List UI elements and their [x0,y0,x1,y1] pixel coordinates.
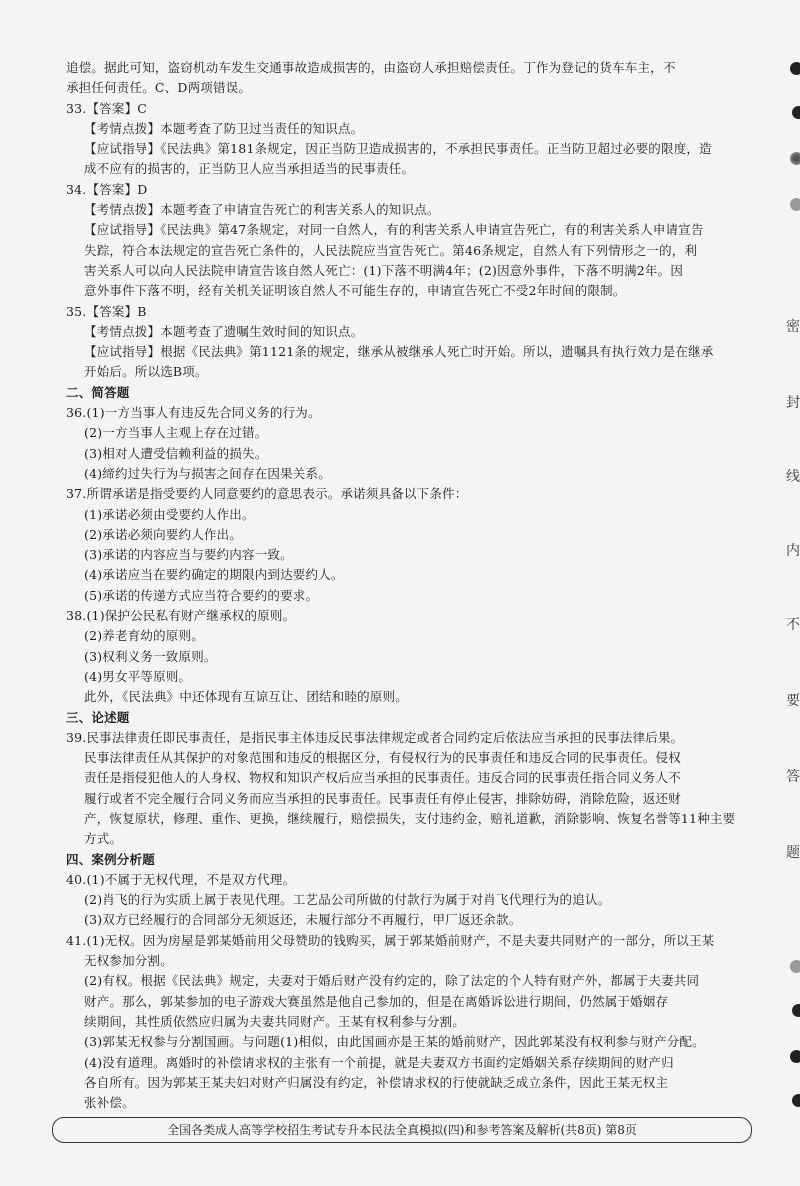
text-line: 【应试指导】《民法典》第47条规定，对同一自然人，有的利害关系人申请宣告死亡，有的利害关系人申请宣告 [84,222,704,238]
text-line: 39.民事法律责任即民事责任，是指民事主体违反民事法律规定或者合同约定后依法应当承担的民事法律后果。 [66,729,684,745]
text-line: (4)没有道理。离婚时的补偿请求权的主张有一个前提，就是夫妻双方书面约定婚姻关系存续期间的财产归 [84,1054,674,1070]
binding-hole-dot [790,1050,800,1063]
text-line: (3)相对人遭受信赖利益的损失。 [84,445,268,461]
text-line: 成不应有的损害的，正当防卫人应当承担适当的民事责任。 [84,161,415,177]
section-heading: 三、论述题 [66,709,130,725]
text-line: 承担任何责任。C、D两项错误。 [66,80,252,96]
text-line: (4)男女平等原则。 [84,668,192,684]
text-line: 失踪，符合本法规定的宣告死亡条件的，人民法院应当宣告死亡。第46条规定，自然人有下列情形之一的，利 [84,242,698,258]
binding-hole-dot [792,1004,800,1017]
text-line: 履行或者不完全履行合同义务而应当承担的民事责任。民事责任有停止侵害，排除妨碍，消除危险，返还财 [84,790,681,806]
binding-hole-dot [790,62,800,75]
text-line: 开始后。所以选B项。 [84,364,208,380]
text-line: (3)双方已经履行的合同部分无须返还，未履行部分不再履行，甲厂返还余款。 [84,912,522,928]
text-line: 【应试指导】《民法典》第181条规定，因正当防卫造成损害的，不承担民事责任。正当防卫超过必要的限度，造 [84,141,712,157]
seal-line-char: 密 [786,319,800,335]
text-line: 方式。 [84,831,123,847]
text-line: 害关系人可以向人民法院申请宣告该自然人死亡：(1)下落不明满4年；(2)因意外事件，下落不明满2年。因 [84,262,684,278]
text-line: 38.(1)保护公民私有财产继承权的原则。 [66,608,296,624]
seal-line-char: 封 [786,395,800,411]
text-line: (2)养老育幼的原则。 [84,628,204,644]
text-line: (2)肖飞的行为实质上属于表见代理。工艺品公司所做的付款行为属于对肖飞代理行为的追认。 [84,892,611,908]
seal-line-char: 线 [786,469,800,485]
text-line: 无权参加分割。 [84,953,173,969]
text-line: (2)承诺必须向要约人作出。 [84,526,243,542]
text-line: (4)承诺应当在要约确定的期限内到达要约人。 [84,567,344,583]
text-line: (3)郭某无权参与分割国画。与问题(1)相似，由此国画亦是王某的婚前财产，因此郭某没有权利参与财产分配。 [84,1034,705,1050]
text-line: 35.【答案】B [66,303,147,319]
binding-hole-dot [790,152,800,165]
text-line: 续期间，其性质依然应归属为夫妻共同财产。王某有权利参与分割。 [84,1013,466,1029]
text-line: 意外事件下落不明，经有关机关证明该自然人不可能生存的，申请宣告死亡不受2年时间的限制。 [84,283,626,299]
seal-line-char: 要 [786,693,800,709]
text-line: 民事法律责任从其保护的对象范围和违反的根据区分，有侵权行为的民事责任和违反合同的民事责任。侵权 [84,750,681,766]
text-line: 36.(1)一方当事人有违反先合同义务的行为。 [66,405,321,421]
text-line: (3)承诺的内容应当与要约内容一致。 [84,547,293,563]
text-line: 33.【答案】C [66,100,148,116]
text-line: 【考情点拨】本题考查了防卫过当责任的知识点。 [84,120,364,136]
text-line: 各自所有。因为郭某王某夫妇对财产归属没有约定，补偿请求权的行使就缺乏成立条件，因此王某无权主 [84,1074,669,1090]
binding-hole-dot [790,198,800,211]
text-line: 责任是指侵犯他人的人身权、物权和知识产权后应当承担的民事责任。违反合同的民事责任指合同义务人不 [84,770,681,786]
text-line: 34.【答案】D [66,181,148,197]
text-line: (1)承诺必须由受要约人作出。 [84,506,255,522]
binding-hole-dot [792,106,800,119]
page-footer: 全国各类成人高等学校招生考试专升本民法全真模拟(四)和参考答案及解析(共8页) 第8页 [52,1117,752,1143]
text-line: 37.所谓承诺是指受要约人同意要约的意思表示。承诺须具备以下条件： [66,486,468,502]
text-line: 张补偿。 [84,1095,135,1111]
text-line: (2)一方当事人主观上存在过错。 [84,425,268,441]
text-line: (4)缔约过失行为与损害之间存在因果关系。 [84,465,331,481]
text-line: 此外，《民法典》中还体现有互谅互让、团结和睦的原则。 [84,689,408,705]
text-line: 【考情点拨】本题考查了申请宣告死亡的利害关系人的知识点。 [84,202,440,218]
section-heading: 四、案例分析题 [66,851,155,867]
text-line: (2)有权。根据《民法典》规定，夫妻对于婚后财产没有约定的，除了法定的个人特有财产外，都属于夫妻共同 [84,973,700,989]
text-line: 追偿。据此可知，盗窃机动车发生交通事故造成损害的，由盗窃人承担赔偿责任。丁作为登记的货车车主，不 [66,60,676,75]
text-line: 【应试指导】根据《民法典》第1121条的规定，继承从被继承人死亡时开始。所以，遗嘱具有执行效力是在继承 [84,344,714,360]
section-heading: 二、简答题 [66,384,130,400]
text-line: 41.(1)无权。因为房屋是郭某婚前用父母赞助的钱购买，属于郭某婚前财产，不是夫妻共同财产的一部分，所以王某 [66,932,715,948]
text-line: 40.(1)不属于无权代理，不是双方代理。 [66,871,296,887]
text-line: 财产。那么，郭某参加的电子游戏大赛虽然是他自己参加的，但是在离婚诉讼进行期间，仍然属于婚姻存 [84,993,669,1009]
seal-line-char: 答 [786,769,800,785]
text-line: (5)承诺的传递方式应当符合要约的要求。 [84,587,319,603]
seal-line-char: 不 [786,617,800,633]
text-line: (3)权利义务一致原则。 [84,648,217,664]
binding-hole-dot [792,1094,800,1107]
seal-line-char: 内 [786,543,800,559]
binding-hole-dot [790,960,800,973]
text-line: 产，恢复原状，修理、重作、更换，继续履行，赔偿损失，支付违约金，赔礼道歉，消除影响、恢复名誉等11种主要 [84,810,736,826]
answer-text-body [66,58,756,1113]
text-line: 【考情点拨】本题考查了遗嘱生效时间的知识点。 [84,323,364,339]
seal-line-char: 题 [786,845,800,861]
